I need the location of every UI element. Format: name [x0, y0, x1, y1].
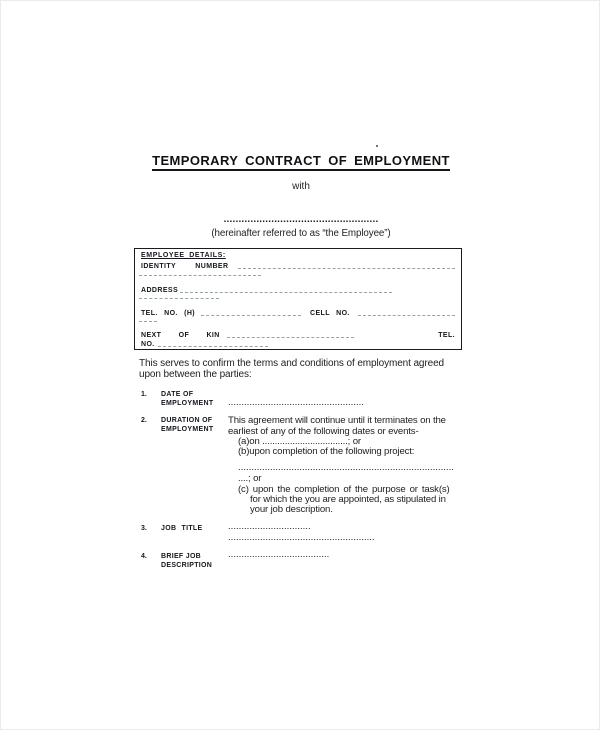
clause-2-item-c-line-3: your job description.: [250, 504, 333, 515]
clause-3-fill-line-1: ...............................: [228, 521, 311, 532]
identity-number-fill-line: [238, 267, 455, 269]
clause-3-label: JOB TITLE: [161, 525, 203, 532]
clause-1-number: 1.: [141, 391, 147, 398]
clause-3-fill-line-2: .......................................................: [228, 532, 375, 543]
address-fill-line: [180, 291, 392, 293]
identity-number-row: [141, 263, 455, 270]
kin-tel-no-row: [141, 341, 455, 348]
clause-2-body-line-2: earliest of any of the following dates or events-: [228, 425, 419, 437]
clause-3-number: 3.: [141, 525, 147, 532]
identity-number-wrap-row: [141, 274, 455, 277]
clause-4-fill-line: ......................................: [228, 549, 330, 560]
next-of-kin-fill-line: [227, 336, 354, 338]
kin-tel-no-fill-line: [158, 345, 268, 347]
tel-home-label: TEL. NO. (H): [141, 310, 196, 317]
clause-2-label-line-1: DURATION OF: [161, 417, 213, 424]
clause-1-label: [161, 391, 213, 408]
employee-caption: (hereinafter referred to as “the Employee”): [211, 228, 391, 239]
employee-details-heading-row: [141, 252, 455, 259]
telephone-row: [141, 310, 455, 317]
clause-1-label-line-1: DATE OF: [161, 391, 194, 398]
clause-2-body-line-1: This agreement will continue until it terminates on the: [228, 415, 446, 426]
clause-2-item-c-line-2: for which the you are appointed, as stipulated in: [250, 494, 446, 505]
clause-2-fill-line: .................................................................................: [238, 462, 454, 473]
clause-2-item-c-line-1: (c) upon the completion of the purpose or task(s): [238, 484, 450, 495]
document-title: [1, 153, 600, 168]
intro-line-1: This serves to confirm the terms and conditions of employment agreed: [139, 358, 445, 369]
identity-number-label: IDENTITY NUMBER: [141, 263, 229, 270]
clause-1-label-line-2: EMPLOYMENT: [161, 399, 214, 407]
stray-ink-dot: [376, 145, 378, 147]
tel-home-fill-line: [201, 314, 301, 316]
clause-2-label: [161, 417, 213, 434]
address-wrap-row: [141, 297, 455, 300]
clause-1-fill-line: ...................................................: [228, 397, 364, 408]
employee-details-heading: EMPLOYEE DETAILS:: [141, 252, 226, 259]
clause-4-label: [161, 553, 212, 570]
clause-4-label-line-2: DESCRIPTION: [161, 561, 213, 569]
next-of-kin-row: [141, 332, 455, 339]
clause-2-item-a: (a)on ..................................; or: [238, 435, 361, 447]
employee-name-fill-line: ....................................................: [223, 214, 379, 225]
clause-2-fill-line-tail: ....; or: [238, 473, 262, 484]
address-fill-line-2: [139, 297, 219, 299]
address-label: ADDRESS: [141, 287, 179, 294]
employee-details-box: [134, 248, 462, 350]
clause-4-number: 4.: [141, 553, 147, 560]
address-row: [141, 287, 455, 294]
clause-2-label-line-2: EMPLOYMENT: [161, 425, 214, 433]
cell-no-fill-line: [358, 314, 455, 316]
identity-number-fill-line-2: [139, 274, 261, 276]
clause-2-item-b: (b)upon completion of the following project:: [238, 445, 415, 457]
intro-line-2: upon between the parties:: [139, 368, 252, 380]
telephone-wrap-row: [141, 320, 455, 323]
kin-tel-no-label: NO.: [141, 341, 155, 348]
cell-no-label: CELL NO.: [310, 310, 350, 317]
with-label: with: [292, 181, 310, 192]
intro-paragraph: [139, 359, 444, 380]
clause-4-label-line-1: BRIEF JOB: [161, 553, 202, 560]
next-of-kin-label: NEXT OF KIN: [141, 332, 220, 339]
document-title-text: TEMPORARY CONTRACT OF EMPLOYMENT: [152, 153, 450, 171]
kin-tel-label: TEL.: [438, 332, 455, 339]
tel-fill-line-2: [139, 320, 157, 322]
clause-2-number: 2.: [141, 417, 147, 424]
